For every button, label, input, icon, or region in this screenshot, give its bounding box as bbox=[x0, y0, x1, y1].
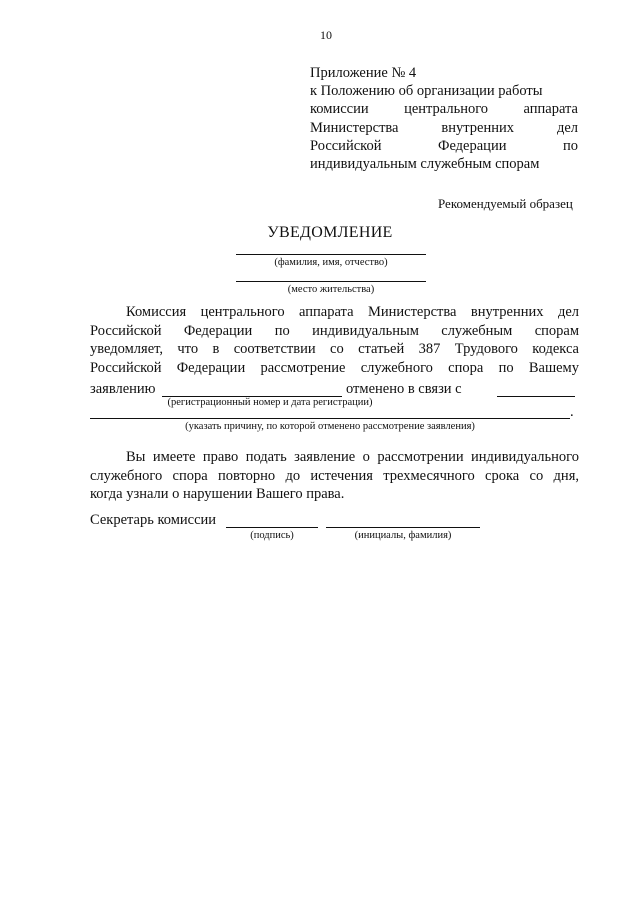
paragraph1-line5-start: заявлению bbox=[90, 381, 156, 397]
paragraph1-line-1: Комиссия центрального аппарата Министерства внутренних дел bbox=[126, 304, 579, 320]
initials-field bbox=[326, 527, 480, 528]
reason-field bbox=[90, 418, 570, 419]
signature-label: Секретарь комиссии bbox=[90, 512, 217, 528]
residence-caption: (место жительства) bbox=[287, 284, 375, 295]
appendix-block bbox=[310, 64, 578, 173]
residence-line bbox=[236, 281, 426, 282]
paragraph2-line-2: служебного спора повторно до истечения трехмесячного срока со дня, bbox=[90, 467, 579, 484]
reason-field-start bbox=[497, 396, 575, 397]
notice-paragraph bbox=[90, 303, 579, 377]
reg-number-caption: (регистрационный номер и дата регистрации) bbox=[167, 397, 373, 408]
document-title: УВЕДОМЛЕНИЕ bbox=[267, 224, 393, 241]
appendix-line-2: комиссии центрального аппарата bbox=[310, 101, 578, 118]
appendix-line-5: индивидуальным служебным спорам bbox=[310, 156, 540, 173]
fio-caption: (фамилия, имя, отчество) bbox=[274, 257, 388, 268]
signature-field bbox=[226, 527, 318, 528]
paragraph1-line-3: уведомляет, что в соответствии со статьей 387 Трудового кодекса bbox=[90, 341, 579, 358]
appendix-line-3: Министерства внутренних дел bbox=[310, 119, 578, 136]
paragraph1-line6-end: . bbox=[570, 404, 574, 420]
paragraph2-line-1: Вы имеете право подать заявление о рассмотрении индивидуального bbox=[126, 449, 579, 465]
fio-line bbox=[236, 254, 426, 255]
paragraph1-line-2: Российской Федерации по индивидуальным служебным спорам bbox=[90, 322, 579, 339]
appendix-title: Приложение № 4 bbox=[310, 65, 417, 81]
page-number: 10 bbox=[320, 28, 332, 42]
appendix-line-4: Российской Федерации по bbox=[310, 137, 578, 154]
signature-caption: (подпись) bbox=[250, 530, 294, 541]
initials-caption: (инициалы, фамилия) bbox=[354, 530, 452, 541]
paragraph2-line-3: когда узнали о нарушении Вашего права. bbox=[90, 486, 345, 503]
paragraph1-line5-middle: отменено в связи с bbox=[346, 381, 462, 397]
rights-paragraph bbox=[90, 448, 579, 504]
paragraph1-line-4: Российской Федерации рассмотрение служебного спора по Вашему bbox=[90, 359, 579, 376]
sample-note: Рекомендуемый образец bbox=[438, 196, 573, 211]
reason-caption: (указать причину, по которой отменено рассмотрение заявления) bbox=[185, 421, 475, 432]
appendix-line-1: к Положению об организации работы bbox=[310, 83, 543, 100]
